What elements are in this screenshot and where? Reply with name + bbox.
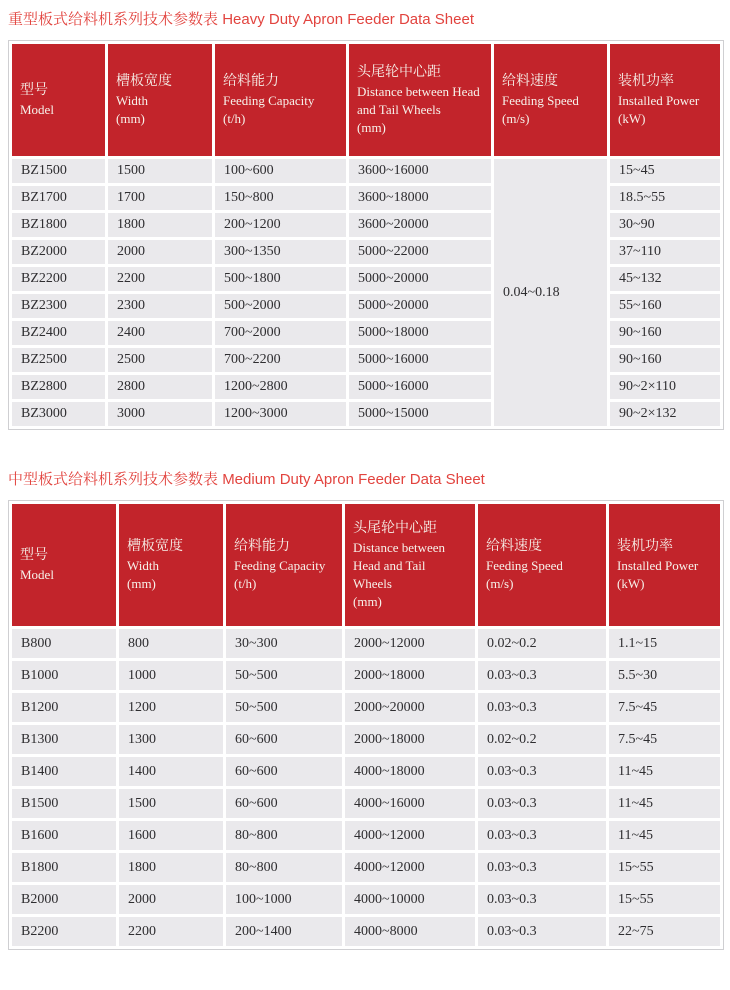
column-header-en: Distance between Head and Tail Wheels (357, 84, 480, 117)
column-header-en: Model (20, 102, 54, 117)
cell-installed-power: 37~110 (610, 240, 720, 264)
column-header-zh: 头尾轮中心距 (353, 521, 437, 536)
cell-model: BZ2300 (12, 294, 105, 318)
cell-width: 3000 (108, 402, 212, 426)
column-header-en: Feeding Speed (486, 558, 563, 573)
cell-feeding-speed: 0.03~0.3 (478, 693, 606, 722)
cell-installed-power: 90~160 (610, 348, 720, 372)
column-header-feeding-speed (478, 504, 606, 626)
table-row (12, 375, 720, 399)
cell-model: BZ1500 (12, 159, 105, 183)
table-row (12, 186, 720, 210)
cell-distance: 2000~18000 (345, 725, 475, 754)
cell-feeding-speed: 0.03~0.3 (478, 661, 606, 690)
table-row (12, 629, 720, 658)
column-header-zh: 装机功率 (618, 74, 674, 89)
column-header-width (108, 44, 212, 156)
cell-feeding-capacity: 60~600 (226, 789, 342, 818)
header-row (12, 504, 720, 626)
table-row (12, 159, 720, 183)
cell-model: B1600 (12, 821, 116, 850)
column-header-zh: 型号 (20, 548, 48, 563)
cell-installed-power: 22~75 (609, 917, 720, 946)
column-header-zh: 装机功率 (617, 539, 673, 554)
cell-installed-power: 45~132 (610, 267, 720, 291)
column-header-zh: 给料能力 (234, 539, 290, 554)
table-row (12, 402, 720, 426)
cell-feeding-capacity: 500~1800 (215, 267, 346, 291)
cell-distance: 4000~12000 (345, 853, 475, 882)
cell-feeding-speed-merged: 0.04~0.18 (494, 159, 607, 426)
cell-feeding-capacity: 1200~3000 (215, 402, 346, 426)
cell-model: B800 (12, 629, 116, 658)
column-header-unit: (t/h) (234, 576, 257, 591)
table-section (8, 10, 722, 430)
cell-distance: 3600~20000 (349, 213, 491, 237)
column-header-en: Feeding Speed (502, 93, 579, 108)
cell-width: 1800 (108, 213, 212, 237)
cell-distance: 3600~16000 (349, 159, 491, 183)
column-header-unit: (mm) (357, 120, 386, 135)
column-header-en: Distance between Head and Tail Wheels (353, 540, 446, 591)
column-header-zh: 槽板宽度 (127, 539, 183, 554)
cell-width: 2200 (119, 917, 223, 946)
header-row (12, 44, 720, 156)
column-header-zh: 型号 (20, 83, 48, 98)
cell-width: 1700 (108, 186, 212, 210)
cell-width: 1800 (119, 853, 223, 882)
cell-feeding-capacity: 100~600 (215, 159, 346, 183)
table-sections (8, 10, 722, 950)
cell-model: B2000 (12, 885, 116, 914)
cell-distance: 5000~20000 (349, 294, 491, 318)
cell-installed-power: 7.5~45 (609, 693, 720, 722)
column-header-en: Feeding Capacity (234, 558, 326, 573)
table-title-en: Medium Duty Apron Feeder Data Sheet (222, 471, 485, 488)
cell-model: B1400 (12, 757, 116, 786)
column-header-model (12, 44, 105, 156)
cell-feeding-capacity: 700~2200 (215, 348, 346, 372)
column-header-en: Width (116, 93, 148, 108)
table-title-zh: 重型板式给料机系列技术参数表 (8, 11, 219, 28)
cell-installed-power: 15~55 (609, 853, 720, 882)
cell-width: 2200 (108, 267, 212, 291)
cell-model: BZ1700 (12, 186, 105, 210)
column-header-unit: (m/s) (486, 576, 514, 591)
cell-model: BZ2400 (12, 321, 105, 345)
table-row (12, 661, 720, 690)
table-row (12, 789, 720, 818)
cell-width: 1600 (119, 821, 223, 850)
table-row (12, 885, 720, 914)
column-header-feeding-speed (494, 44, 607, 156)
cell-width: 2300 (108, 294, 212, 318)
column-header-zh: 头尾轮中心距 (357, 65, 441, 80)
cell-installed-power: 18.5~55 (610, 186, 720, 210)
cell-installed-power: 55~160 (610, 294, 720, 318)
table-row (12, 321, 720, 345)
column-header-zh: 给料速度 (502, 74, 558, 89)
cell-feeding-speed: 0.03~0.3 (478, 917, 606, 946)
column-header-unit: (mm) (353, 594, 382, 609)
cell-model: B1500 (12, 789, 116, 818)
table-row (12, 240, 720, 264)
cell-feeding-capacity: 80~800 (226, 821, 342, 850)
cell-feeding-capacity: 50~500 (226, 661, 342, 690)
cell-distance: 4000~16000 (345, 789, 475, 818)
cell-feeding-speed: 0.02~0.2 (478, 725, 606, 754)
cell-feeding-capacity: 80~800 (226, 853, 342, 882)
table-section (8, 470, 722, 950)
column-header-en: Installed Power (617, 558, 699, 573)
cell-distance: 5000~20000 (349, 267, 491, 291)
column-header-zh: 给料速度 (486, 539, 542, 554)
cell-feeding-speed: 0.03~0.3 (478, 789, 606, 818)
cell-installed-power: 15~45 (610, 159, 720, 183)
column-header-zh: 给料能力 (223, 74, 279, 89)
cell-feeding-speed: 0.03~0.3 (478, 885, 606, 914)
cell-width: 1500 (108, 159, 212, 183)
spec-table (8, 500, 724, 950)
table-row (12, 213, 720, 237)
cell-distance: 2000~18000 (345, 661, 475, 690)
column-header-feeding-capacity (215, 44, 346, 156)
cell-installed-power: 90~2×132 (610, 402, 720, 426)
cell-feeding-capacity: 500~2000 (215, 294, 346, 318)
table-row (12, 348, 720, 372)
cell-distance: 5000~16000 (349, 348, 491, 372)
cell-width: 1000 (119, 661, 223, 690)
cell-feeding-speed: 0.03~0.3 (478, 757, 606, 786)
cell-width: 1500 (119, 789, 223, 818)
table-row (12, 725, 720, 754)
cell-distance: 5000~22000 (349, 240, 491, 264)
cell-model: BZ2200 (12, 267, 105, 291)
cell-feeding-capacity: 1200~2800 (215, 375, 346, 399)
column-header-distance (345, 504, 475, 626)
column-header-distance (349, 44, 491, 156)
column-header-unit: (t/h) (223, 111, 246, 126)
column-header-en: Width (127, 558, 159, 573)
table-row (12, 757, 720, 786)
table-title (8, 10, 722, 30)
cell-feeding-capacity: 60~600 (226, 725, 342, 754)
cell-feeding-capacity: 200~1400 (226, 917, 342, 946)
cell-feeding-capacity: 60~600 (226, 757, 342, 786)
column-header-unit: (mm) (116, 111, 145, 126)
cell-model: BZ2000 (12, 240, 105, 264)
cell-feeding-capacity: 50~500 (226, 693, 342, 722)
column-header-unit: (m/s) (502, 111, 530, 126)
cell-distance: 3600~18000 (349, 186, 491, 210)
cell-width: 2400 (108, 321, 212, 345)
cell-model: B1000 (12, 661, 116, 690)
column-header-en: Installed Power (618, 93, 700, 108)
cell-installed-power: 11~45 (609, 757, 720, 786)
cell-distance: 2000~20000 (345, 693, 475, 722)
cell-width: 800 (119, 629, 223, 658)
cell-distance: 4000~12000 (345, 821, 475, 850)
cell-installed-power: 11~45 (609, 789, 720, 818)
cell-model: BZ2800 (12, 375, 105, 399)
cell-distance: 4000~8000 (345, 917, 475, 946)
cell-feeding-capacity: 30~300 (226, 629, 342, 658)
cell-width: 1400 (119, 757, 223, 786)
cell-distance: 2000~12000 (345, 629, 475, 658)
cell-distance: 4000~10000 (345, 885, 475, 914)
column-header-model (12, 504, 116, 626)
cell-model: B1300 (12, 725, 116, 754)
cell-installed-power: 1.1~15 (609, 629, 720, 658)
table-row (12, 294, 720, 318)
cell-width: 2500 (108, 348, 212, 372)
cell-width: 1300 (119, 725, 223, 754)
column-header-installed-power (610, 44, 720, 156)
cell-installed-power: 5.5~30 (609, 661, 720, 690)
cell-width: 1200 (119, 693, 223, 722)
cell-installed-power: 7.5~45 (609, 725, 720, 754)
cell-feeding-speed: 0.02~0.2 (478, 629, 606, 658)
column-header-en: Feeding Capacity (223, 93, 315, 108)
spec-table (8, 40, 724, 430)
cell-feeding-capacity: 200~1200 (215, 213, 346, 237)
cell-installed-power: 90~160 (610, 321, 720, 345)
cell-width: 2800 (108, 375, 212, 399)
cell-installed-power: 15~55 (609, 885, 720, 914)
cell-distance: 5000~16000 (349, 375, 491, 399)
cell-feeding-speed: 0.03~0.3 (478, 853, 606, 882)
cell-width: 2000 (119, 885, 223, 914)
cell-model: BZ1800 (12, 213, 105, 237)
cell-installed-power: 30~90 (610, 213, 720, 237)
cell-model: B2200 (12, 917, 116, 946)
table-row (12, 821, 720, 850)
column-header-unit: (mm) (127, 576, 156, 591)
cell-model: BZ2500 (12, 348, 105, 372)
column-header-width (119, 504, 223, 626)
cell-feeding-speed: 0.03~0.3 (478, 821, 606, 850)
cell-model: B1800 (12, 853, 116, 882)
cell-width: 2000 (108, 240, 212, 264)
cell-installed-power: 90~2×110 (610, 375, 720, 399)
column-header-zh: 槽板宽度 (116, 74, 172, 89)
column-header-installed-power (609, 504, 720, 626)
table-title-zh: 中型板式给料机系列技术参数表 (8, 471, 219, 488)
column-header-en: Model (20, 567, 54, 582)
table-title (8, 470, 722, 490)
cell-distance: 5000~18000 (349, 321, 491, 345)
cell-installed-power: 11~45 (609, 821, 720, 850)
cell-model: B1200 (12, 693, 116, 722)
cell-feeding-capacity: 300~1350 (215, 240, 346, 264)
cell-distance: 4000~18000 (345, 757, 475, 786)
cell-feeding-capacity: 150~800 (215, 186, 346, 210)
column-header-unit: (kW) (618, 111, 646, 126)
cell-feeding-capacity: 100~1000 (226, 885, 342, 914)
table-row (12, 693, 720, 722)
table-title-en: Heavy Duty Apron Feeder Data Sheet (222, 11, 474, 28)
table-row (12, 917, 720, 946)
table-row (12, 267, 720, 291)
cell-feeding-capacity: 700~2000 (215, 321, 346, 345)
column-header-feeding-capacity (226, 504, 342, 626)
cell-distance: 5000~15000 (349, 402, 491, 426)
cell-model: BZ3000 (12, 402, 105, 426)
table-row (12, 853, 720, 882)
column-header-unit: (kW) (617, 576, 645, 591)
